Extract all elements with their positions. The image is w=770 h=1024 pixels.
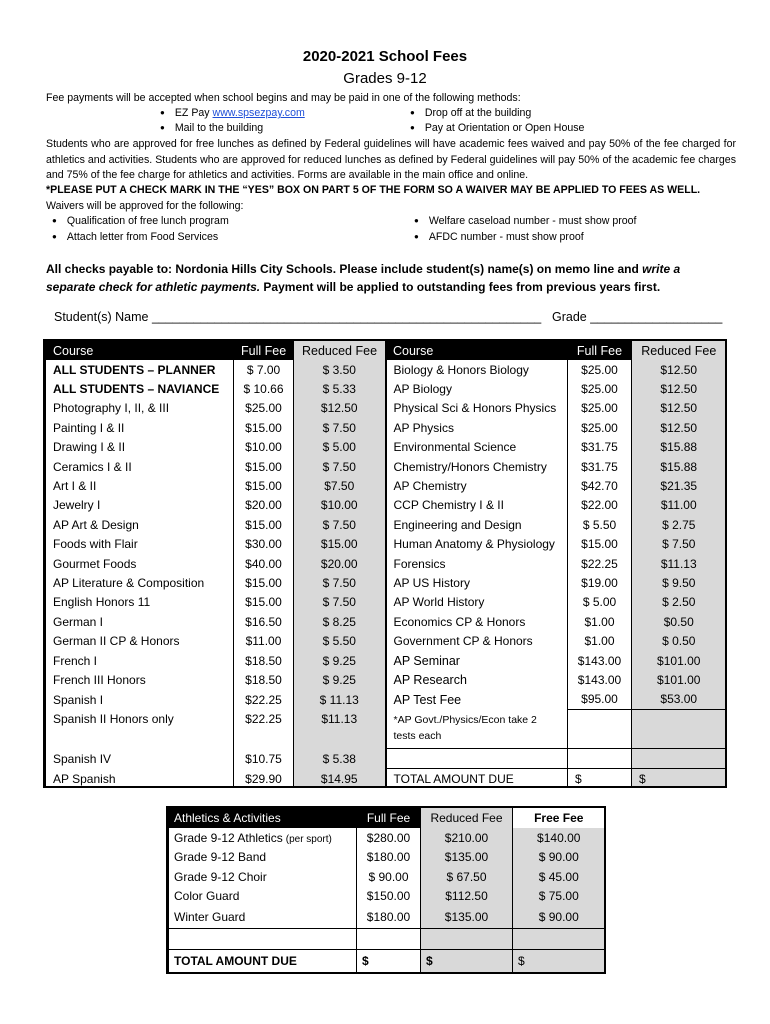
course-name: AP Physics [386,418,568,437]
course-name: ALL STUDENTS – NAVIANCE [46,379,234,398]
reduced-fee: $ 9.25 [294,651,386,670]
full-fee: $ 90.00 [357,867,421,887]
course-name: Biology & Honors Biology [386,360,568,379]
full-fee: $10.75 [234,749,294,769]
full-fee: $18.50 [234,670,294,689]
table-row [169,887,605,907]
column-header: Reduced Fee [632,341,726,360]
table-row [46,690,726,710]
full-fee [568,710,632,749]
course-name: Foods with Flair [46,535,234,554]
full-fee: $280.00 [357,828,421,848]
course-name: German I [46,612,234,631]
athletics-total-free-field[interactable]: $ [513,950,605,973]
full-fee: $95.00 [568,690,632,710]
reduced-fee: $ 11.13 [294,690,386,710]
full-fee: $20.00 [234,496,294,515]
full-fee: $15.00 [234,593,294,612]
reduced-fee: $11.13 [632,554,726,573]
reduced-fee: $21.35 [632,476,726,495]
full-fee: $15.00 [234,457,294,476]
column-header: Free Fee [513,808,605,828]
bullet-icon [410,122,425,134]
reduced-fee: $10.00 [294,496,386,515]
reduced-fee: $12.50 [632,399,726,418]
course-name: Gourmet Foods [46,554,234,573]
reduced-fee: $ 7.50 [632,535,726,554]
course-name: AP Spanish [46,769,234,788]
course-name: AP Literature & Composition [46,573,234,592]
full-fee: $10.00 [234,438,294,457]
course-name: French III Honors [46,670,234,689]
full-fee: $40.00 [234,554,294,573]
table-row [46,476,726,495]
page-title: 2020-2021 School Fees [302,48,468,65]
reduced-fee [632,749,726,769]
full-fee: $25.00 [568,399,632,418]
reduced-fee: $ 5.33 [294,379,386,398]
total-full-fee-field[interactable]: $ [568,769,632,788]
reduced-fee: $53.00 [632,690,726,710]
waiver-paragraph: Students who are approved for free lunches as defined by Federal guidelines will have academic fees waived and pay 50% of the fee charged for athletics and activities. Students who are approved for reduced lunches as defined by Federal guidelines will pay 50% of the academic fee charges and 75% of the fee charge for athletics and activities. Forms are available in the main office and online. [46,138,736,181]
reduced-fee: $20.00 [294,554,386,573]
full-fee: $29.90 [234,769,294,788]
free-fee: $ 90.00 [513,906,605,929]
athletics-total-row [169,950,605,973]
course-name: Spanish II Honors only [46,710,234,749]
waiver-check-notice: *PLEASE PUT A CHECK MARK IN THE “YES” BOX ON PART 5 OF THE FORM SO A WAIVER MAY BE APPLIED TO FEES AS WELL. [46,184,701,196]
activity-name: Grade 9-12 Athletics (per sport) [169,828,357,848]
course-name: Environmental Science [386,438,568,457]
table-row [46,573,726,592]
student-name-field[interactable]: Student(s) Name ________________________________________________________ [54,310,542,324]
activity-name: Winter Guard [169,906,357,929]
full-fee: $30.00 [234,535,294,554]
course-name: Engineering and Design [386,515,568,534]
bullet-icon [52,215,67,227]
table-row [169,828,605,848]
full-fee: $11.00 [234,631,294,650]
bullet-icon [414,215,429,227]
table-row [169,929,605,950]
reduced-fee: $12.50 [632,360,726,379]
reduced-fee: $15.00 [294,535,386,554]
table-row [46,399,726,418]
bullet-icon [410,107,425,119]
total-reduced-fee-field[interactable]: $ [632,769,726,788]
reduced-fee: $11.00 [632,496,726,515]
table-row [46,457,726,476]
reduced-fee: $15.88 [632,438,726,457]
fees-header-row [46,341,726,360]
reduced-fee: $ 0.50 [632,631,726,650]
reduced-fee: $ 2.50 [632,593,726,612]
table-row [46,769,726,788]
table-row [46,593,726,612]
table-row [46,631,726,650]
column-header: Course [386,341,568,360]
payment-method-orientation: ● Pay at Orientation or Open House [410,121,584,137]
reduced-fee: $112.50 [421,887,513,907]
page-subtitle: Grades 9-12 [343,70,427,87]
payment-intro: Fee payments will be accepted when school begins and may be paid in one of the following methods: [46,92,521,104]
full-fee: $25.00 [568,379,632,398]
course-name [386,749,568,769]
course-name: Photography I, II, & III [46,399,234,418]
column-header: Full Fee [357,808,421,828]
reduced-fee: $ 9.50 [632,573,726,592]
reduced-fee: $ 5.50 [294,631,386,650]
full-fee: $143.00 [568,651,632,670]
free-fee: $140.00 [513,828,605,848]
course-name: Chemistry/Honors Chemistry [386,457,568,476]
checks-notice: All checks payable to: Nordonia Hills City Schools. Please include student(s) name(s) on memo line and write a separate check for athletic payments. Payment will be applied to outstanding fees from previous years first. [46,262,681,294]
reduced-fee: $15.88 [632,457,726,476]
table-row [169,906,605,929]
athletics-fee-table [166,806,606,974]
reduced-fee: $ 7.50 [294,457,386,476]
full-fee: $1.00 [568,612,632,631]
reduced-fee: $ 3.50 [294,360,386,379]
full-fee: $25.00 [234,399,294,418]
table-row [46,749,726,769]
athletics-total-reduced-field[interactable]: $ [421,950,513,973]
full-fee: $ 7.00 [234,360,294,379]
bullet-icon [160,122,175,134]
free-fee: $ 90.00 [513,848,605,868]
full-fee: $ 5.50 [568,515,632,534]
full-fee: $22.25 [234,690,294,710]
total-amount-due-label: TOTAL AMOUNT DUE [169,950,357,973]
table-row [169,848,605,868]
course-name: Spanish I [46,690,234,710]
total-amount-due-label: TOTAL AMOUNT DUE [386,769,568,788]
course-name: English Honors 11 [46,593,234,612]
full-fee: $ 10.66 [234,379,294,398]
course-name: Government CP & Honors [386,631,568,650]
reduced-fee: $12.50 [632,379,726,398]
reduced-fee: $ 7.50 [294,593,386,612]
table-row [46,710,726,749]
full-fee: $18.50 [234,651,294,670]
course-name: Spanish IV [46,749,234,769]
full-fee: $15.00 [234,515,294,534]
reduced-fee: $101.00 [632,670,726,689]
athletics-header-row [169,808,605,828]
full-fee: $1.00 [568,631,632,650]
course-name: Ceramics I & II [46,457,234,476]
table-row [46,515,726,534]
full-fee: $150.00 [357,887,421,907]
course-name: AP World History [386,593,568,612]
course-name: ALL STUDENTS – PLANNER [46,360,234,379]
bullet-icon [414,231,429,243]
table-row [46,612,726,631]
course-name: Forensics [386,554,568,573]
course-name: AP Chemistry [386,476,568,495]
bullet-icon [52,231,67,243]
column-header: Full Fee [568,341,632,360]
column-header: Reduced Fee [294,341,386,360]
table-row [46,438,726,457]
reduced-fee: $ 67.50 [421,867,513,887]
full-fee [568,749,632,769]
table-row [169,867,605,887]
free-fee: $ 75.00 [513,887,605,907]
course-name: AP US History [386,573,568,592]
column-header: Athletics & Activities [169,808,357,828]
payment-method-dropoff: ● Drop off at the building [410,106,531,122]
full-fee: $22.25 [234,710,294,749]
column-header: Reduced Fee [421,808,513,828]
waiver-approved-intro: Waivers will be approved for the following: [46,200,244,212]
waiver-condition: ● AFDC number - must show proof [414,230,584,246]
reduced-fee: $12.50 [632,418,726,437]
course-name: AP Biology [386,379,568,398]
full-fee: $25.00 [568,418,632,437]
activity-name: Grade 9-12 Choir [169,867,357,887]
full-fee: $15.00 [234,418,294,437]
full-fee: $15.00 [568,535,632,554]
full-fee: $31.75 [568,457,632,476]
reduced-fee: $135.00 [421,848,513,868]
column-header: Course [46,341,234,360]
activity-name: Color Guard [169,887,357,907]
course-name: AP Art & Design [46,515,234,534]
reduced-fee: $ 7.50 [294,515,386,534]
full-fee: $143.00 [568,670,632,689]
course-name: Physical Sci & Honors Physics [386,399,568,418]
column-header: Full Fee [234,341,294,360]
bullet-icon [160,107,175,119]
ezpay-link[interactable]: www.spsezpay.com [212,107,305,119]
free-fee: $ 45.00 [513,867,605,887]
table-row [46,496,726,515]
course-name: Jewelry I [46,496,234,515]
payment-method-mail: ● Mail to the building [160,121,263,137]
reduced-fee: $14.95 [294,769,386,788]
waiver-condition: ● Attach letter from Food Services [52,230,218,246]
reduced-fee: $210.00 [421,828,513,848]
reduced-fee: $ 5.38 [294,749,386,769]
reduced-fee: $12.50 [294,399,386,418]
reduced-fee: $ 2.75 [632,515,726,534]
reduced-fee: $ 7.50 [294,418,386,437]
course-name: Art I & II [46,476,234,495]
course-name: German II CP & Honors [46,631,234,650]
table-row [46,554,726,573]
course-name: CCP Chemistry I & II [386,496,568,515]
full-fee: $15.00 [234,573,294,592]
table-row [46,651,726,670]
course-name: Painting I & II [46,418,234,437]
waiver-condition: ● Welfare caseload number - must show proof [414,214,637,230]
full-fee: $31.75 [568,438,632,457]
course-name: AP Seminar [386,651,568,670]
table-row [46,670,726,689]
reduced-fee: $0.50 [632,612,726,631]
full-fee: $42.70 [568,476,632,495]
course-name: AP Test Fee [386,690,568,710]
full-fee: $19.00 [568,573,632,592]
reduced-fee: $ 7.50 [294,573,386,592]
course-name: French I [46,651,234,670]
reduced-fee: $ 9.25 [294,670,386,689]
course-name: AP Research [386,670,568,689]
table-row [46,379,726,398]
course-name: Economics CP & Honors [386,612,568,631]
athletics-total-full-field[interactable]: $ [357,950,421,973]
reduced-fee: $135.00 [421,906,513,929]
reduced-fee: $ 8.25 [294,612,386,631]
reduced-fee: $ 5.00 [294,438,386,457]
table-row [46,418,726,437]
course-name: *AP Govt./Physics/Econ take 2 tests each [386,710,568,749]
grade-field[interactable]: Grade ___________________ [552,310,723,324]
reduced-fee: $101.00 [632,651,726,670]
payment-method-ezpay: ● EZ Pay www.spsezpay.com [160,106,305,122]
reduced-fee: $11.13 [294,710,386,749]
full-fee: $22.00 [568,496,632,515]
full-fee: $ 5.00 [568,593,632,612]
course-name: Human Anatomy & Physiology [386,535,568,554]
full-fee: $15.00 [234,476,294,495]
table-row [46,535,726,554]
full-fee: $22.25 [568,554,632,573]
activity-name: Grade 9-12 Band [169,848,357,868]
table-row [46,360,726,379]
reduced-fee [632,710,726,749]
full-fee: $180.00 [357,906,421,929]
full-fee: $25.00 [568,360,632,379]
course-fee-table [43,339,727,788]
waiver-condition: ● Qualification of free lunch program [52,214,229,230]
full-fee: $16.50 [234,612,294,631]
course-name: Drawing I & II [46,438,234,457]
reduced-fee: $7.50 [294,476,386,495]
full-fee: $180.00 [357,848,421,868]
